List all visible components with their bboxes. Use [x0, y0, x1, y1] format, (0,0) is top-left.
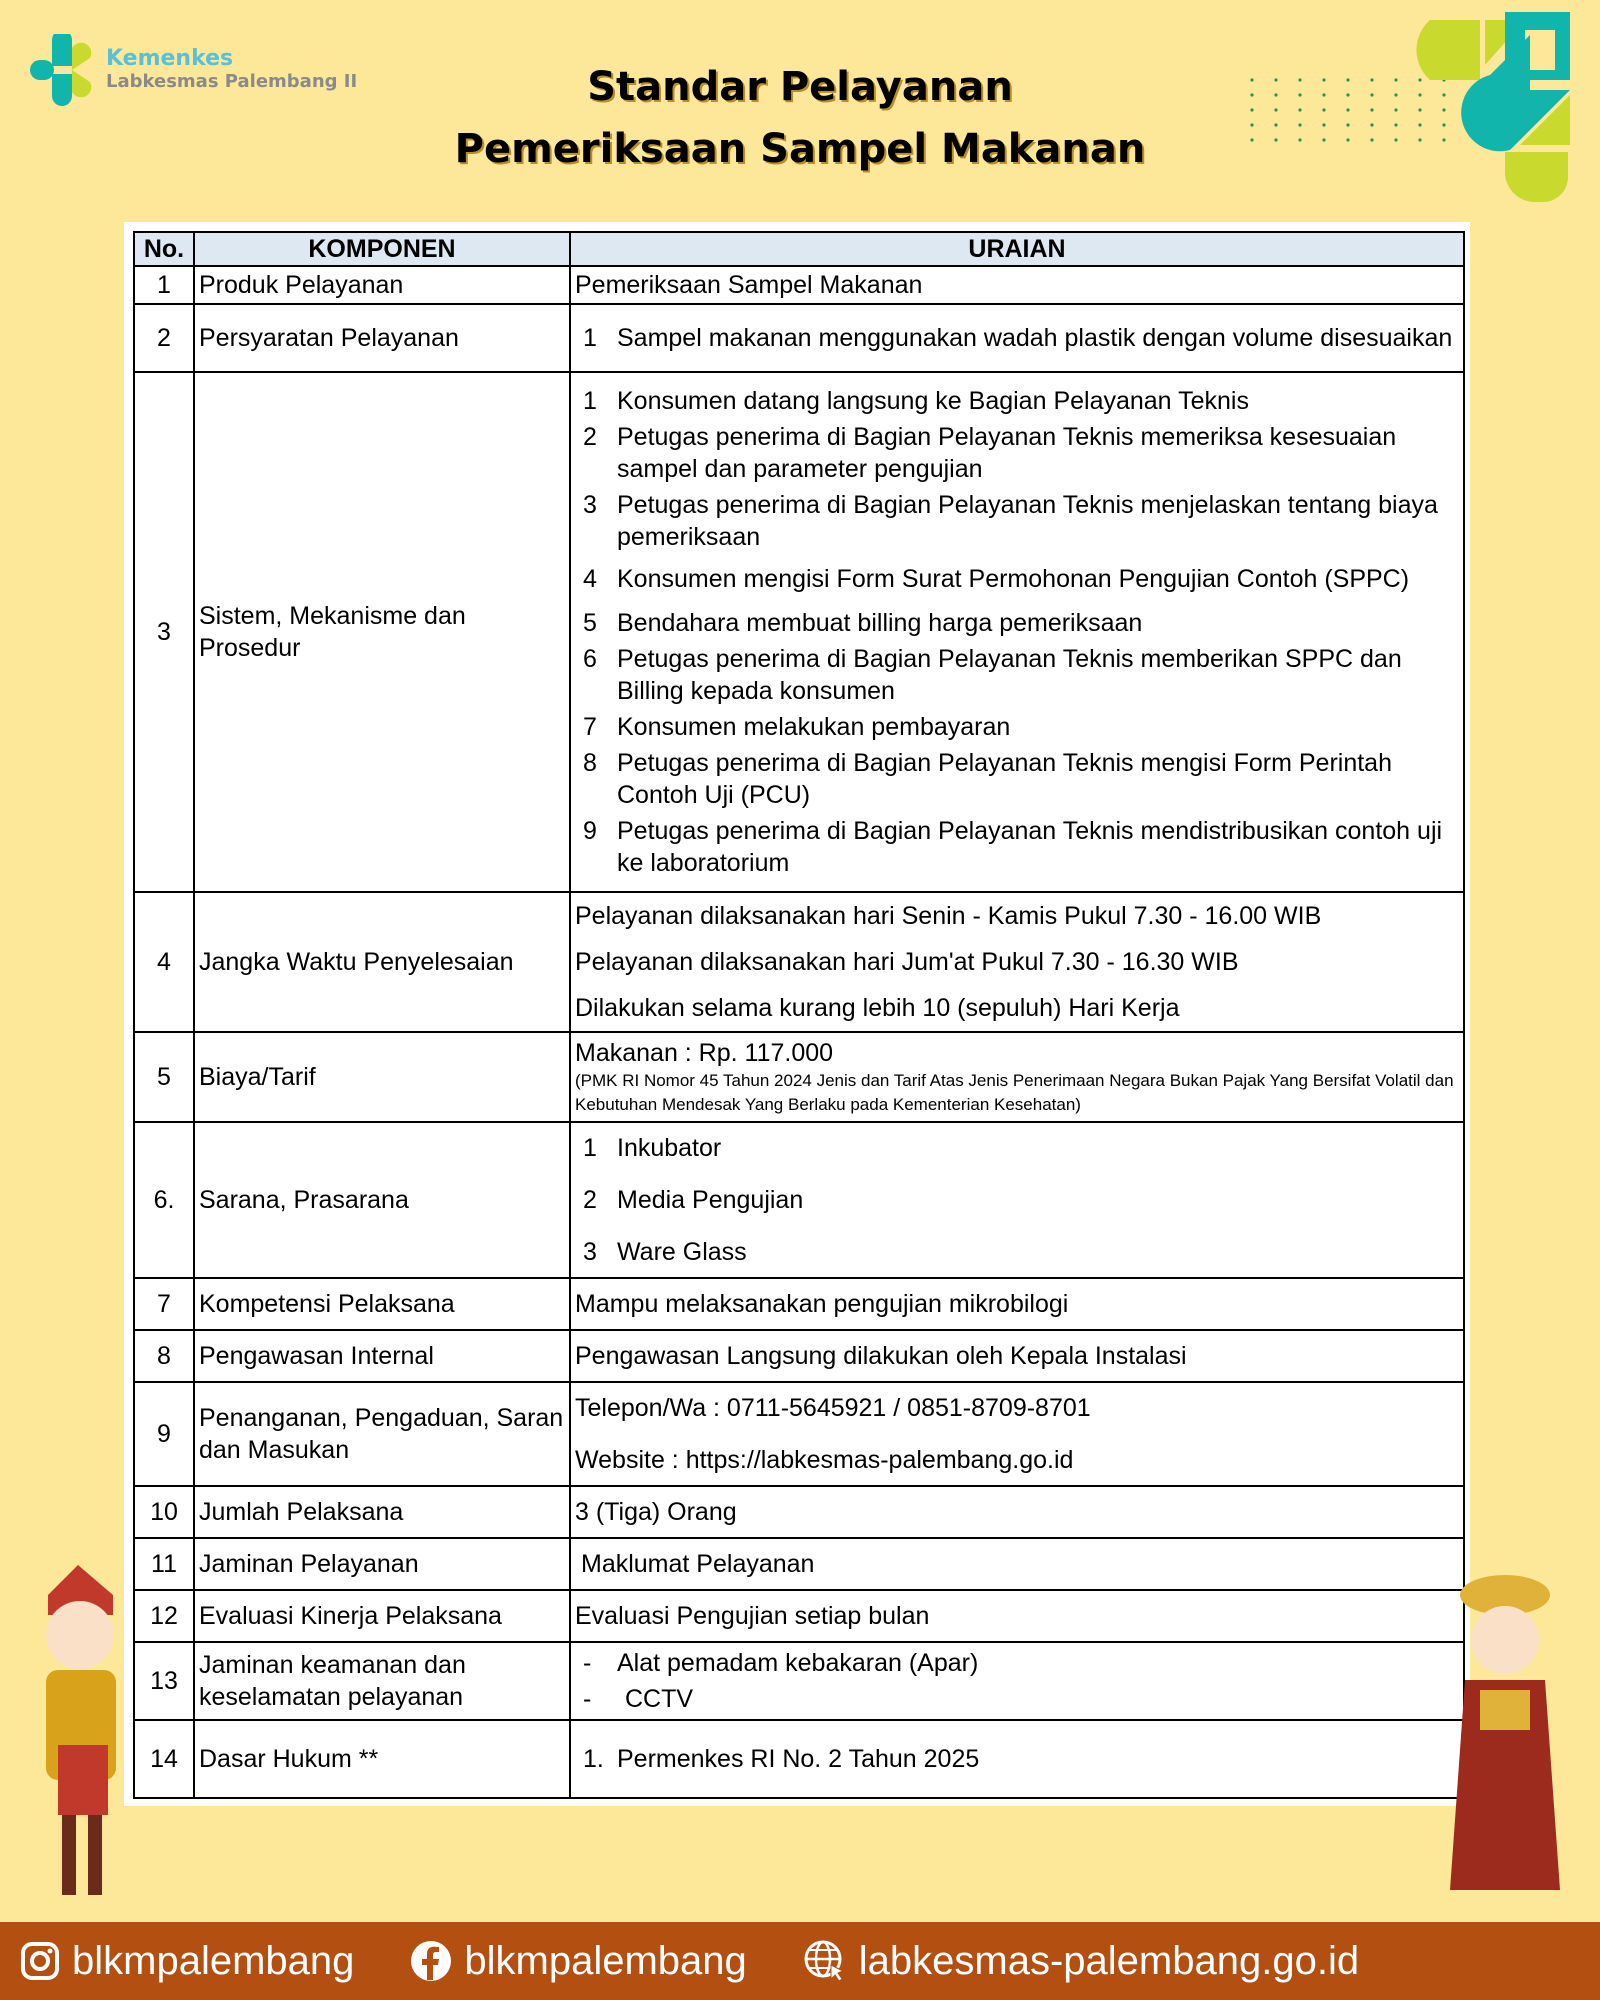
tarif-note: (PMK RI Nomor 45 Tahun 2024 Jenis dan Tarif Atas Jenis Penerimaan Negara Bukan Pajak Yang Bersifat Volatil dan Kebutuhan Mendesak Yang Berlaku pada Kementerian Kesehatan) — [575, 1071, 1454, 1114]
globe-icon — [803, 1939, 847, 1983]
list-item: 9 Petugas penerima di Bagian Pelayanan Teknis mendistribusikan contoh uji ke laboratorium — [583, 817, 1443, 877]
decorative-pattern-icon — [1180, 0, 1600, 210]
table-row: 4 Jangka Waktu Penyelesaian Pelayanan dilaksanakan hari Senin - Kamis Pukul 7.30 - 16.00 WIB Pelayanan dilaksanakan hari Jum'at Pukul 7.30 - 16.30 WIB Dilakukan selama kurang lebih 10 (sepuluh) Hari Kerja — [134, 892, 1464, 1032]
footer-bar — [0, 1922, 1600, 2000]
instagram-link[interactable]: blkmpalembang — [20, 1939, 354, 1984]
table-row: 2 Persyaratan Pelayanan 1 Sampel makanan menggunakan wadah plastik dengan volume disesuaikan — [134, 304, 1464, 372]
tarif-value: Makanan : Rp. 117.000 — [575, 1039, 834, 1067]
standar-pelayanan-table — [133, 231, 1465, 1799]
table-row: 9 Penanganan, Pengaduan, Saran dan Masukan Telepon/Wa : 0711-5645921 / 0851-8709-8701 Website : https://labkesmas-palembang.go.id — [134, 1382, 1464, 1486]
org-name: Kemenkes — [106, 46, 234, 71]
facebook-icon — [410, 1940, 452, 1982]
table-row: 5 Biaya/Tarif Makanan : Rp. 117.000 (PMK RI Nomor 45 Tahun 2024 Jenis dan Tarif Atas Jenis Penerimaan Negara Bukan Pajak Yang Bersifat Volatil dan Kebutuhan Mendesak Yang Berlaku pada Kementerian Kesehatan) — [134, 1032, 1464, 1122]
header-uraian: URAIAN — [570, 232, 1464, 266]
list-item: 1. Permenkes RI No. 2 Tahun 2025 — [583, 1745, 980, 1773]
table-row: 8 Pengawasan Internal Pengawasan Langsung dilakukan oleh Kepala Instalasi — [134, 1330, 1464, 1382]
list-item: 3 Ware Glass — [583, 1238, 747, 1266]
table-row: 14 Dasar Hukum ** 1. Permenkes RI No. 2 Tahun 2025 — [134, 1720, 1464, 1798]
header-no: No. — [134, 232, 194, 266]
page-title: Standar Pelayanan Pemeriksaan Sampel Makanan — [454, 64, 1146, 172]
list-item: 3 Petugas penerima di Bagian Pelayanan Teknis menjelaskan tentang biaya pemeriksaan — [583, 491, 1438, 551]
table-row: 1 Produk Pelayanan Pemeriksaan Sampel Makanan — [134, 266, 1464, 304]
website-contact: Website : https://labkesmas-palembang.go.id — [575, 1446, 1074, 1474]
list-item: 8 Petugas penerima di Bagian Pelayanan Teknis mengisi Form Perintah Contoh Uji (PCU) — [583, 749, 1392, 809]
list-item: 1 Konsumen datang langsung ke Bagian Pelayanan Teknis — [583, 387, 1249, 415]
female-character-illustration-icon — [1440, 1570, 1570, 1910]
instagram-icon — [20, 1941, 60, 1981]
table-row: 6. Sarana, Prasarana 1 Inkubator 2 Media Pengujian 3 Ware Glass — [134, 1122, 1464, 1278]
table-row: 3 Sistem, Mekanisme dan Prosedur 1 Konsumen datang langsung ke Bagian Pelayanan Teknis 2 Petugas penerima di Bagian Pelayanan Teknis memeriksa kesesuaian sampel dan parameter pengujian 3 Petugas penerima di Bagian Pelayanan Teknis menjelaskan tentang biaya pemeriksaan 4 Konsumen mengisi Form Surat Permohonan Pengujian Contoh (SPPC) 5 Bendahara membuat billing harga pemeriksaan 6 Petugas penerima di Bagian Pelayanan Teknis memberikan SPPC dan Billing kepada konsumen 7 Konsumen melakukan pembayaran 8 Petugas penerima di Bagian Pelayanan Teknis mengisi Form Perintah Contoh Uji (PCU) 9 Petugas penerima di Bagian Pelayanan Teknis mendistribusikan contoh uji ke laboratorium — [134, 372, 1464, 892]
table-row: 10 Jumlah Pelaksana 3 (Tiga) Orang — [134, 1486, 1464, 1538]
unit-name: Labkesmas Palembang II — [106, 71, 358, 92]
table-row: 13 Jaminan keamanan dan keselamatan pelayanan - Alat pemadam kebakaran (Apar) - CCTV — [134, 1642, 1464, 1720]
list-item: 1 Sampel makanan menggunakan wadah plastik dengan volume disesuaikan — [583, 324, 1453, 352]
list-item: 7 Konsumen melakukan pembayaran — [583, 713, 1011, 741]
website-link[interactable]: labkesmas-palembang.go.id — [803, 1939, 1359, 1984]
list-item: - CCTV — [583, 1685, 694, 1713]
table-row: 7 Kompetensi Pelaksana Mampu melaksanakan pengujian mikrobilogi — [134, 1278, 1464, 1330]
list-item: 4 Konsumen mengisi Form Surat Permohonan Pengujian Contoh (SPPC) — [583, 565, 1410, 593]
list-item: 5 Bendahara membuat billing harga pemeriksaan — [583, 609, 1143, 637]
male-character-illustration-icon — [18, 1555, 138, 1915]
phone-contact: Telepon/Wa : 0711-5645921 / 0851-8709-8701 — [575, 1394, 1091, 1422]
facebook-link[interactable]: blkmpalembang — [410, 1939, 746, 1984]
list-item: 2 Media Pengujian — [583, 1186, 804, 1214]
header-komponen: KOMPONEN — [194, 232, 570, 266]
list-item: 6 Petugas penerima di Bagian Pelayanan Teknis memberikan SPPC dan Billing kepada konsumen — [583, 645, 1402, 705]
list-item: 1 Inkubator — [583, 1134, 722, 1162]
table-row: 11 Jaminan Pelayanan Maklumat Pelayanan — [134, 1538, 1464, 1590]
table-row: 12 Evaluasi Kinerja Pelaksana Evaluasi Pengujian setiap bulan — [134, 1590, 1464, 1642]
list-item: - Alat pemadam kebakaran (Apar) — [583, 1649, 979, 1677]
list-item: 2 Petugas penerima di Bagian Pelayanan Teknis memeriksa kesesuaian sampel dan parameter pengujian — [583, 423, 1397, 483]
